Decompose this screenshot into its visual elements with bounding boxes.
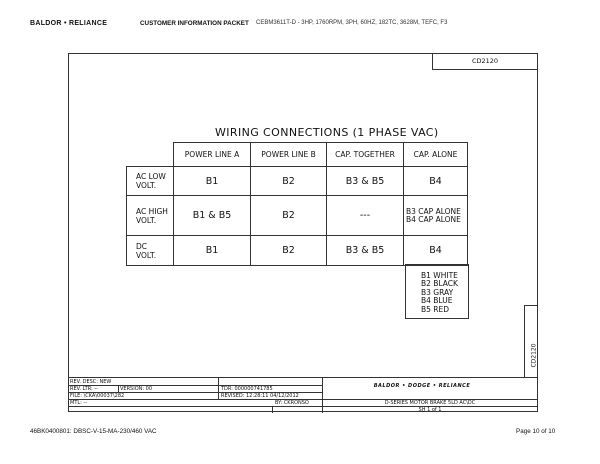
table-row-dc (127, 236, 468, 266)
revised-by: BY: CKRONSO (275, 400, 309, 406)
drawing-number: CD2120 (432, 53, 538, 70)
row-label-ac-high: AC HIGH VOLT. (127, 196, 174, 236)
wiring-table (126, 142, 468, 266)
cell-value: --- (327, 196, 404, 236)
wiring-table-title: WIRING CONNECTIONS (1 PHASE VAC) (215, 126, 439, 139)
blank-corner (127, 143, 174, 167)
wire-color-legend (405, 264, 469, 319)
version: VERSION: 00 (120, 386, 153, 392)
material: MTL: -- (70, 400, 88, 406)
sheet-number: SH 1 of 1 (418, 407, 442, 413)
table-row-ac-high (127, 196, 468, 236)
cell-value: B2 (251, 196, 327, 236)
cell-value: B1 (174, 167, 251, 196)
cell-value: B1 (174, 236, 251, 266)
table-row-ac-low (127, 167, 468, 196)
baldor-reliance-logo: BALDOR • RELIANCE (30, 20, 108, 27)
file-path: FILE: \CKA\00037\282 (70, 393, 125, 399)
page-number: Page 10 of 10 (516, 428, 556, 435)
cell-value: B1 & B5 (174, 196, 251, 236)
wire-color-item: B1 WHITE (421, 271, 458, 280)
side-drawing-number: CD2120 (530, 343, 538, 368)
cell-value: B3 & B5 (327, 167, 404, 196)
cell-value: B4 (404, 167, 468, 196)
rev-ltr: REV. LTR: -- (70, 386, 98, 392)
document-title: CUSTOMER INFORMATION PACKET (140, 20, 249, 27)
cell-value: B4 (404, 236, 468, 266)
wire-color-item: B2 BLACK (421, 279, 458, 289)
tdr-number: TDR: 000000741785 (221, 386, 273, 392)
wire-color-item: B5 RED (421, 304, 450, 314)
cell-value: B2 (251, 167, 327, 196)
row-label-dc: DC VOLT. (127, 236, 174, 266)
row-label-ac-low: AC LOW VOLT. (127, 167, 174, 196)
col-header-power-line-a: POWER LINE A (174, 143, 251, 167)
baldor-dodge-reliance-logo: BALDOR • DODGE • RELIANCE (373, 383, 471, 389)
rev-desc: REV. DESC: NEW (70, 379, 112, 385)
motor-description: CEBM3611T-D - 3HP, 1760RPM, 3PH, 60HZ, 182TC, 3628M, TEFC, F3 (256, 20, 448, 26)
document-id: 46BK0400801: DBSC-V-15-MA-230/460 VAC (30, 428, 157, 435)
col-header-power-line-b: POWER LINE B (251, 143, 327, 167)
wire-color-item: B4 BLUE (421, 296, 453, 306)
cell-value: B2 (251, 236, 327, 266)
cell-cap-alone-high: B3 CAP ALONE B4 CAP ALONE (404, 196, 468, 236)
revised-date: REVISED: 12:28:11 04/12/2012 (221, 393, 299, 399)
title-block (68, 377, 538, 412)
col-header-cap-alone: CAP. ALONE (404, 143, 468, 167)
drawing-title: D-SERIES MOTOR BRAKE 5LD AC\DC (384, 400, 476, 406)
col-header-cap-together: CAP. TOGETHER (327, 143, 404, 167)
cell-value: B3 & B5 (327, 236, 404, 266)
wire-color-item: B3 GRAY (421, 287, 454, 297)
